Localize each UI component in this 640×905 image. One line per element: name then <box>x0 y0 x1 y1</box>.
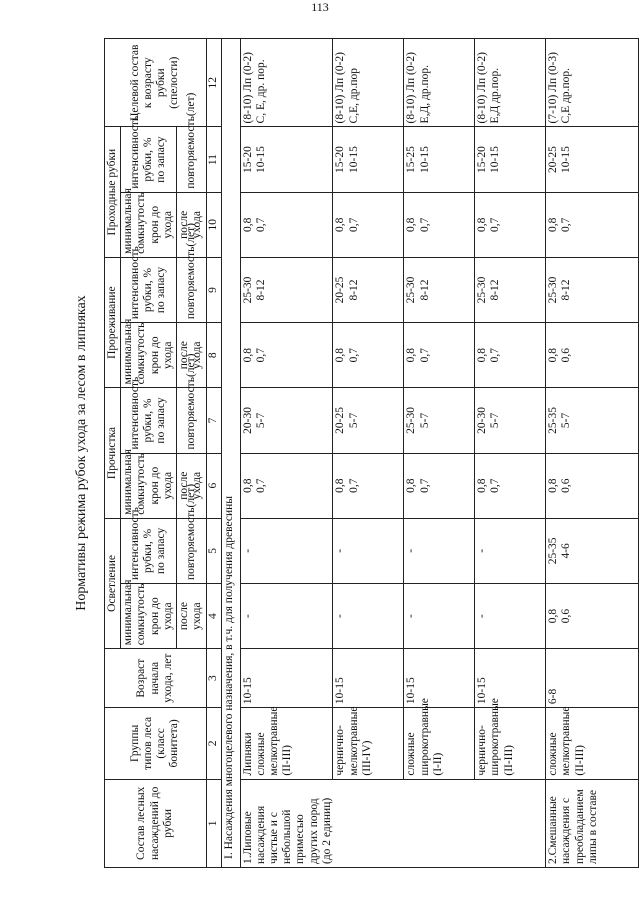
prochistka-min-density-cell: 0,8 0,7 <box>333 453 404 518</box>
header-composition: Состав лесных насаждений до рубки <box>105 779 207 867</box>
column-number: 11 <box>206 127 221 192</box>
column-number: 2 <box>206 708 221 780</box>
osvetlenie-min-density-cell: 0,8 0,6 <box>546 583 639 648</box>
prorezhivanie-min-density-cell: 0,8 0,7 <box>240 323 333 388</box>
osvetlenie-intensity-cell: - <box>404 518 475 583</box>
prorezhivanie-intensity-cell: 25-30 8-12 <box>546 257 639 322</box>
standards-table <box>104 38 639 868</box>
age-cell: 10-15 <box>240 649 333 708</box>
rotated-table-container <box>104 38 639 868</box>
header-after: после ухода <box>177 453 206 518</box>
header-intensity: интенсивность рубки, % по запасу <box>121 388 177 453</box>
table-row <box>404 39 475 868</box>
prokhodnye-intensity-cell: 15-20 10-15 <box>333 127 404 192</box>
header-intensity: интенсивность рубки, % по запасу <box>121 257 177 322</box>
prokhodnye-intensity-cell: 20-25 10-15 <box>546 127 639 192</box>
table-title: Нормативы режима рубок ухода за лесом в липняках <box>74 294 89 611</box>
composition-cell: 2.Смешанные насаждения с преобладанием липы в составе <box>546 779 639 867</box>
header-repeat: повторяемость(лет) <box>177 388 206 453</box>
group-cell: сложные широкотравные (I-II) <box>404 708 475 780</box>
age-cell: 10-15 <box>475 649 546 708</box>
header-repeat: повторяемость(лет) <box>177 127 206 192</box>
column-number: 8 <box>206 323 221 388</box>
header-osvetlenie: Осветление <box>105 518 121 648</box>
header-age: Возраст начала ухода, лет <box>105 649 207 708</box>
prochistka-min-density-cell: 0,8 0,7 <box>240 453 333 518</box>
column-number: 4 <box>206 583 221 648</box>
target-composition-cell: (8-10) Лп (0-2) С,Е, др.пор <box>333 39 404 127</box>
prokhodnye-min-density-cell: 0,8 0,7 <box>404 192 475 257</box>
header-prochistka: Прочистка <box>105 388 121 518</box>
column-number: 5 <box>206 518 221 583</box>
header-groups: Группы типов леса (класс бонитета) <box>105 708 207 780</box>
header-min-density: минимальная сомкнутость крон до ухода <box>121 323 177 388</box>
osvetlenie-intensity-cell: - <box>333 518 404 583</box>
column-number: 9 <box>206 257 221 322</box>
target-composition-cell: (7-10) Лп (0-3) С,Е др.пор. <box>546 39 639 127</box>
prorezhivanie-intensity-cell: 25-30 8-12 <box>240 257 333 322</box>
header-after: после ухода <box>177 192 206 257</box>
osvetlenie-min-density-cell: - <box>404 583 475 648</box>
osvetlenie-intensity-cell: - <box>475 518 546 583</box>
target-composition-cell: (8-10) Лп (0-2) С, Е, др. пор. <box>240 39 333 127</box>
header-min-density: минимальная сомкнутость крон до ухода <box>121 192 177 257</box>
target-composition-cell: (8-10) Лп (0-2) Е,Д др.пор. <box>475 39 546 127</box>
column-number: 3 <box>206 649 221 708</box>
section-title: I. Насаждения многоцелевого назначения, в т.ч. для получения древесины <box>221 39 240 868</box>
prorezhivanie-intensity-cell: 25-30 8-12 <box>475 257 546 322</box>
header-target: Целевой состав к возрасту рубки (спелости) <box>105 39 207 127</box>
prochistka-intensity-cell: 25-30 5-7 <box>404 388 475 453</box>
prorezhivanie-intensity-cell: 20-25 8-12 <box>333 257 404 322</box>
prokhodnye-min-density-cell: 0,8 0,7 <box>475 192 546 257</box>
osvetlenie-min-density-cell: - <box>240 583 333 648</box>
prorezhivanie-min-density-cell: 0,8 0,7 <box>404 323 475 388</box>
header-after: после ухода <box>177 323 206 388</box>
osvetlenie-intensity-cell: 25-35 4-6 <box>546 518 639 583</box>
group-cell: Липняки сложные мелкотравные (II-III) <box>240 708 333 780</box>
prochistka-min-density-cell: 0,8 0,6 <box>546 453 639 518</box>
prokhodnye-min-density-cell: 0,8 0,7 <box>240 192 333 257</box>
age-cell: 6-8 <box>546 649 639 708</box>
target-composition-cell: (8-10) Лп (0-2) Е,Д, др.пор. <box>404 39 475 127</box>
prokhodnye-min-density-cell: 0,8 0,7 <box>546 192 639 257</box>
table-row <box>546 39 639 868</box>
page-number: 113 <box>311 0 329 14</box>
table-row <box>475 39 546 868</box>
age-cell: 10-15 <box>333 649 404 708</box>
column-number: 6 <box>206 453 221 518</box>
column-number: 7 <box>206 388 221 453</box>
prokhodnye-intensity-cell: 15-20 10-15 <box>475 127 546 192</box>
osvetlenie-intensity-cell: - <box>240 518 333 583</box>
prochistka-intensity-cell: 20-25 5-7 <box>333 388 404 453</box>
prochistka-intensity-cell: 25-35 5-7 <box>546 388 639 453</box>
prorezhivanie-min-density-cell: 0,8 0,7 <box>333 323 404 388</box>
age-cell: 10-15 <box>404 649 475 708</box>
group-cell: чернично-широкотравные (II-III) <box>475 708 546 780</box>
prochistka-min-density-cell: 0,8 0,7 <box>404 453 475 518</box>
column-number: 10 <box>206 192 221 257</box>
column-number: 12 <box>206 39 221 127</box>
prokhodnye-intensity-cell: 15-25 10-15 <box>404 127 475 192</box>
header-repeat: повторяемость(лет) <box>177 518 206 583</box>
prochistka-intensity-cell: 20-30 5-7 <box>475 388 546 453</box>
header-intensity: интенсивность рубки, % по запасу <box>121 127 177 192</box>
composition-cell: 1.Липовые насаждения чистые и с небольшой примесью других пород (до 2 единиц) <box>240 779 546 867</box>
group-cell: чернично-мелкотравные (III-IV) <box>333 708 404 780</box>
table-row <box>333 39 404 868</box>
prorezhivanie-intensity-cell: 25-30 8-12 <box>404 257 475 322</box>
header-min-density: минимальная сомкнутость крон до ухода <box>121 583 177 648</box>
header-after: после ухода <box>177 583 206 648</box>
group-cell: сложные мелкотравные (II-III) <box>546 708 639 780</box>
title-container <box>62 0 102 905</box>
prorezhivanie-min-density-cell: 0,8 0,6 <box>546 323 639 388</box>
prochistka-intensity-cell: 20-30 5-7 <box>240 388 333 453</box>
header-min-density: минимальная сомкнутость крон до ухода <box>121 453 177 518</box>
header-prorezhivanie: Прореживание <box>105 257 121 387</box>
header-intensity: интенсивность рубки, % по запасу <box>121 518 177 583</box>
header-prokhodnye: Проходные рубки <box>105 127 121 257</box>
prokhodnye-intensity-cell: 15-20 10-15 <box>240 127 333 192</box>
column-number: 1 <box>206 779 221 867</box>
prokhodnye-min-density-cell: 0,8 0,7 <box>333 192 404 257</box>
header-repeat: повторяемость(лет) <box>177 257 206 322</box>
osvetlenie-min-density-cell: - <box>475 583 546 648</box>
table-row <box>240 39 333 868</box>
prorezhivanie-min-density-cell: 0,8 0,7 <box>475 323 546 388</box>
prochistka-min-density-cell: 0,8 0,7 <box>475 453 546 518</box>
osvetlenie-min-density-cell: - <box>333 583 404 648</box>
